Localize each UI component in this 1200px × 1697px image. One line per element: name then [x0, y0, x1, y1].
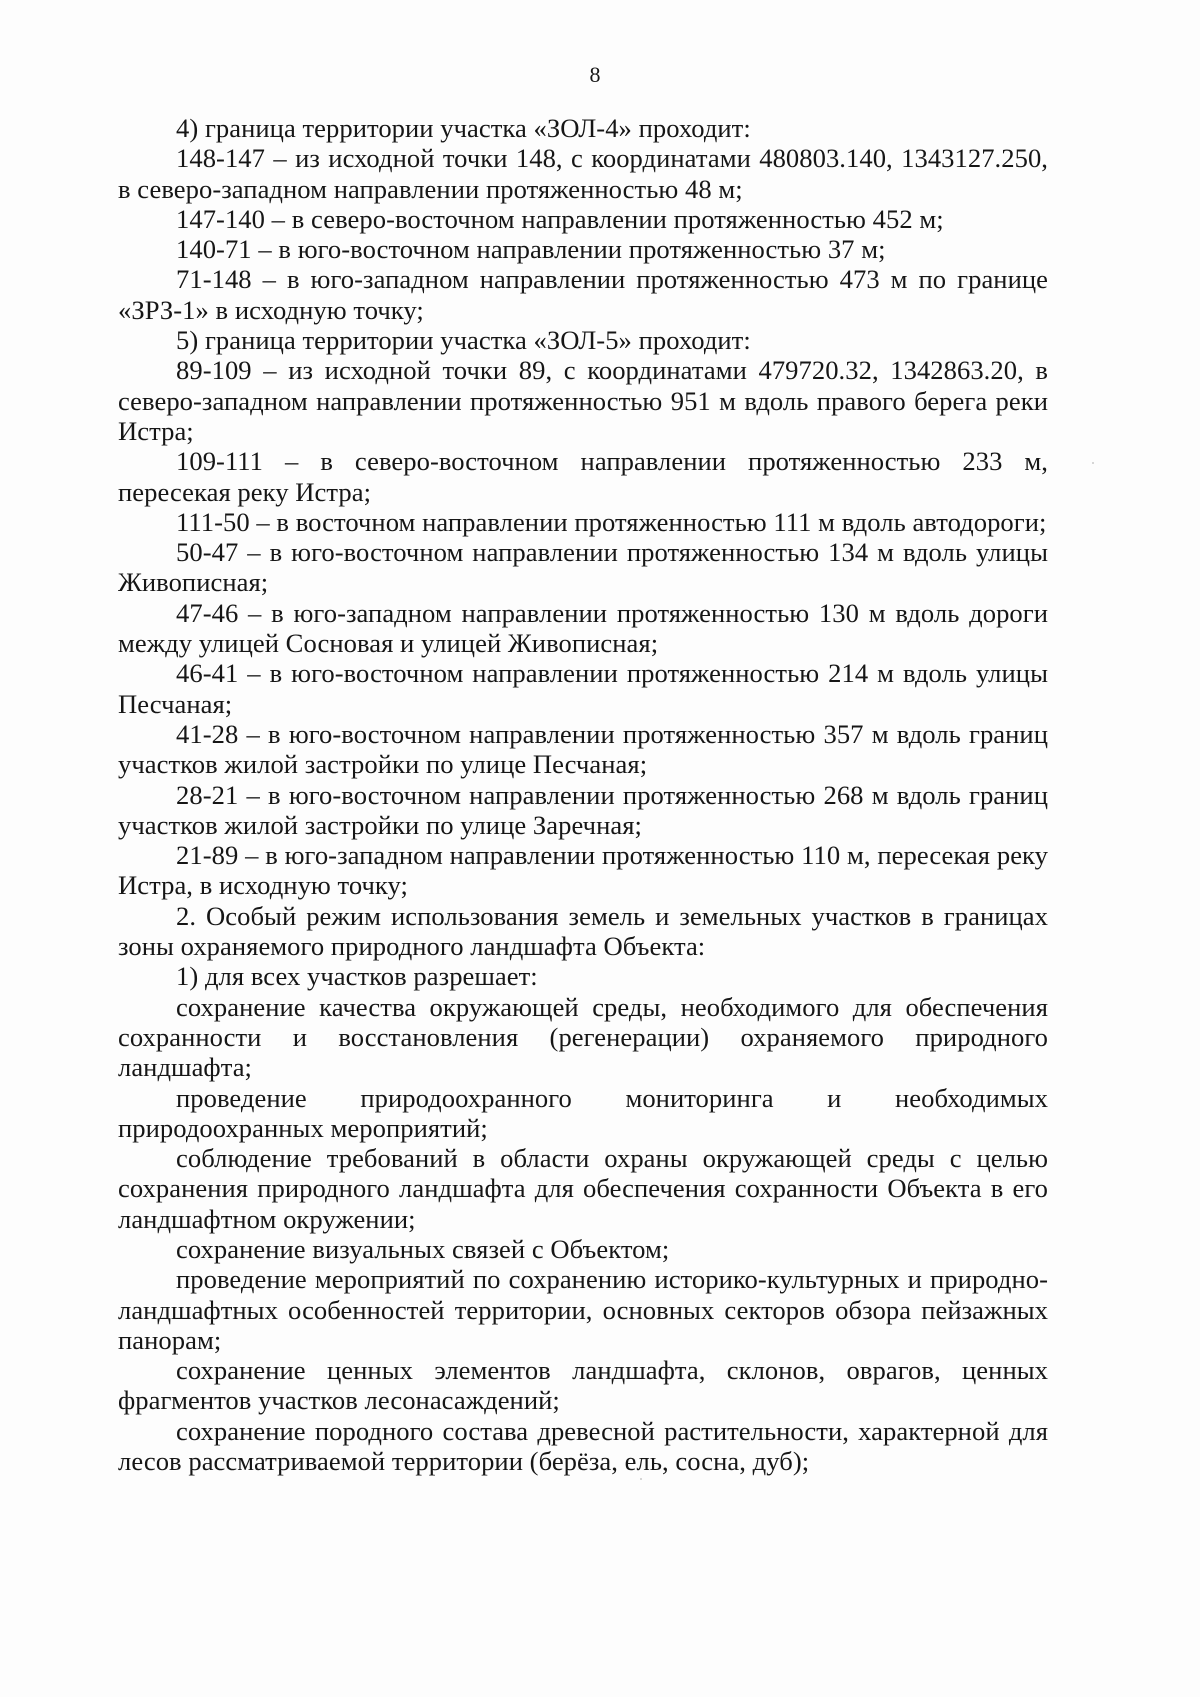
- paragraph-tree-species: сохранение породного состава древесной растительности, характерной для лесов рассматриваемой территории (берёза, ель, сосна, дуб);: [118, 1415, 1048, 1477]
- paragraph-50-47: 50-47 – в юго-восточном направлении протяженностью 134 м вдоль улицы Живописная;: [118, 537, 1048, 598]
- paragraph-requirements: соблюдение требований в области охраны окружающей среды с целью сохранения природного ландшафта для обеспечения сохранности Объекта в его ландшафтном окружении;: [118, 1143, 1048, 1234]
- paragraph-heritage-measures: проведение мероприятий по сохранению историко-культурных и природно-ландшафтных особенностей территории, основных секторов обзора пейзажных панорам;: [118, 1264, 1048, 1355]
- paragraph-landscape-elements: сохранение ценных элементов ландшафта, склонов, оврагов, ценных фрагментов участков лесонасаждений;: [118, 1355, 1048, 1416]
- paragraph-47-46: 47-46 – в юго-западном направлении протяженностью 130 м вдоль дороги между улицей Сосновая и улицей Живописная;: [118, 597, 1048, 659]
- scan-speck: [1092, 462, 1094, 464]
- paragraph-111-50: 111-50 – в восточном направлении протяженностью 111 м вдоль автодороги;: [176, 506, 1047, 537]
- paragraph-41-28: 41-28 – в юго-восточном направлении протяженностью 357 м вдоль границ участков жилой застройки по улице Песчаная;: [118, 718, 1048, 780]
- paragraph-147-140: 147-140 – в северо-восточном направлении протяженностью 452 м;: [176, 203, 944, 234]
- paragraph-148-147: 148-147 – из исходной точки 148, с координатами 480803.140, 1343127.250, в северо-западном направлении протяженностью 48 м;: [118, 143, 1048, 204]
- paragraph-89-109: 89-109 – из исходной точки 89, с координатами 479720.32, 1342863.20, в северо-западном направлении протяженностью 951 м вдоль правого берега реки Истра;: [118, 355, 1048, 446]
- document-body: [118, 113, 1048, 1476]
- paragraph-visual-links: сохранение визуальных связей с Объектом;: [176, 1233, 670, 1264]
- paragraph-28-21: 28-21 – в юго-восточном направлении протяженностью 268 м вдоль границ участков жилой застройки по улице Заречная;: [118, 779, 1048, 840]
- paragraph-zol5-heading: 5) граница территории участка «ЗОЛ-5» проходит:: [176, 325, 751, 356]
- paragraph-all-plots-permits: 1) для всех участков разрешает:: [176, 961, 538, 992]
- paragraph-71-148: 71-148 – в юго-западном направлении протяженностью 473 м по границе «ЗРЗ-1» в исходную точку;: [118, 264, 1048, 325]
- paragraph-21-89: 21-89 – в юго-западном направлении протяженностью 110 м, пересекая реку Истра, в исходную точку;: [118, 840, 1048, 901]
- paragraph-zol4-heading: 4) граница территории участка «ЗОЛ-4» проходит:: [176, 113, 751, 143]
- paragraph-109-111: 109-111 – в северо-восточном направлении протяженностью 233 м, пересекая реку Истра;: [118, 446, 1048, 507]
- paragraph-140-71: 140-71 – в юго-восточном направлении протяженностью 37 м;: [176, 234, 886, 265]
- paragraph-monitoring: проведение природоохранного мониторинга и необходимых природоохранных мероприятий;: [118, 1082, 1048, 1143]
- scan-speck: [640, 1478, 642, 1480]
- paragraph-environment-quality: сохранение качества окружающей среды, необходимого для обеспечения сохранности и восстановления (регенерации) охраняемого природного ландшафта;: [118, 991, 1048, 1083]
- paragraph-46-41: 46-41 – в юго-восточном направлении протяженностью 214 м вдоль улицы Песчаная;: [118, 658, 1048, 719]
- page-number: 8: [589, 62, 601, 87]
- paragraph-special-regime: 2. Особый режим использования земель и земельных участков в границах зоны охраняемого природного ландшафта Объекта:: [118, 900, 1048, 962]
